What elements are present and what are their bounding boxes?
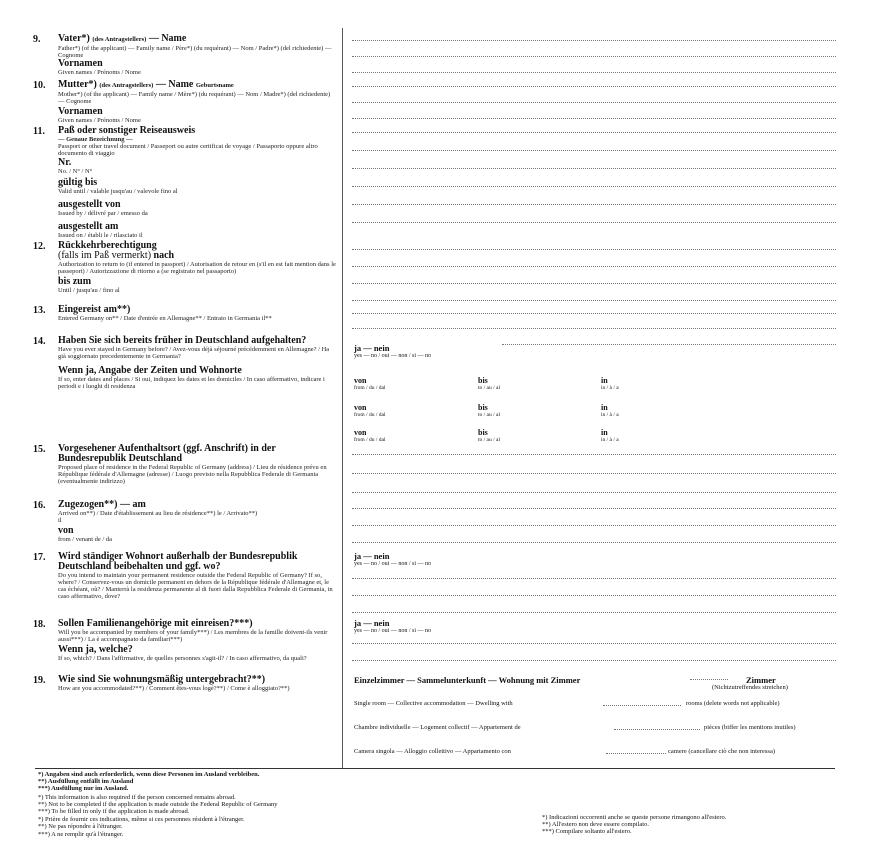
section-title-tail: — Name — [148, 33, 187, 44]
sub-label: Vornamen — [58, 106, 103, 117]
footnote-de-2: **) Ausfüllung entfällt im Ausland — [38, 778, 134, 786]
sub-translation: Given names / Prénoms / Nome — [58, 69, 141, 76]
section-title-note: (des Antragstellers) — [99, 82, 154, 89]
answer-line[interactable] — [352, 492, 836, 493]
place-field[interactable] — [601, 428, 619, 443]
answer-line[interactable] — [352, 508, 836, 509]
yes-no-translation: yes — no / oui — non / si — no — [354, 561, 432, 567]
footnotes-italian — [542, 814, 726, 836]
answer-line[interactable] — [352, 643, 836, 644]
from-field[interactable] — [354, 428, 385, 443]
section-title: Vater*) — [58, 33, 90, 44]
sub-translation: If so, enter dates and places / Si oui, indiquez les dates et les domiciles / In caso affermativo, indicare i periodi e i luoghi di residenza — [58, 376, 325, 390]
answer-line[interactable] — [352, 40, 836, 41]
section-number: 15. — [33, 444, 46, 455]
section-translation: How are you accommodated?**) / Comment êtes-vous logé?**) / Come è alloggiato?**) — [58, 685, 290, 692]
from-field[interactable] — [354, 376, 385, 391]
valid-until-translation: Valid until / valable jusqu'au / valevole fino al — [58, 188, 178, 195]
sub-translation: If so, which? / Dans l'affirmative, de quelles personnes s'agit-il? / In caso affermativo, da quali? — [58, 655, 307, 662]
to-label: bis — [478, 403, 488, 412]
from-translation: from / du / dal — [354, 385, 386, 391]
from-label: von — [354, 403, 367, 412]
from-label: von — [354, 376, 367, 385]
section-translation: Entered Germany on** / Date d'entrée en Allemagne** / Entrato in Germania il** — [58, 315, 272, 322]
rooms-field-it[interactable] — [606, 753, 666, 754]
answer-lines — [352, 313, 836, 329]
accommodation-fr-tail: pièces (biffer les mentions inutiles) — [704, 724, 796, 731]
footnote-de-1: *) Angaben sind auch erforderlich, wenn diese Personen im Ausland verbleiben. — [38, 771, 260, 778]
rooms-field-fr[interactable] — [614, 729, 700, 730]
accommodation-en-tail: rooms (delete words not applicable) — [686, 700, 780, 707]
section-translation: Will you be accompanied by members of your family***) / Les membres de la famille doivent-ils venir aussi***) / La è accompagnato da familiari***) — [58, 629, 328, 643]
section-number: 9. — [33, 34, 41, 45]
to-label: bis — [478, 428, 488, 437]
footnote-it-1: *) Indicazioni occorrenti anche se queste persone rimangono all'estero. — [542, 814, 727, 821]
section-number: 11. — [33, 126, 45, 137]
section-title-note: (des Antragstellers) — [92, 36, 147, 43]
yes-no-label: ja — nein — [354, 343, 390, 353]
place-field[interactable] — [601, 403, 619, 418]
answer-line[interactable] — [352, 168, 836, 169]
section-translation: Have you ever stayed in Germany before? / Avez-vous déjà séjourné précédemment en Allemagne? / Ha già soggiornato precedentemente in Germania? — [58, 346, 330, 360]
accommodation-fr: Chambre individuelle — Logement collectif — Appartement de — [354, 724, 521, 731]
answer-lines — [352, 40, 836, 73]
section-title-note-2: Geburtsname — [195, 82, 234, 89]
rooms-count-field[interactable] — [690, 679, 728, 680]
to-label: bis — [478, 376, 488, 385]
footnote-en-1: *) This information is also required if the person concerned remains abroad. — [38, 793, 236, 801]
answer-line[interactable] — [352, 86, 836, 87]
sub-translation: Given names / Prénoms / Nome — [58, 117, 141, 124]
to-field[interactable] — [478, 376, 500, 391]
answer-line[interactable] — [352, 328, 836, 329]
section-translation: Mother*) (of the applicant) — Family name / Mère*) (du requérant) — Nom / Madre*) (del richiedente) — Cognome — [58, 91, 331, 105]
until-label: bis zum — [58, 276, 92, 287]
section-translation: Arrived on**) / Date d'établissement au lieu de résidence**) le / Arrivato**) il — [58, 510, 258, 524]
answer-line[interactable] — [352, 595, 836, 596]
column-divider — [342, 28, 343, 768]
answer-lines — [352, 344, 836, 345]
answer-line[interactable] — [352, 186, 836, 187]
section-title: Sollen Familienangehörige mit einreisen?***) — [58, 618, 253, 629]
yes-no-choice[interactable] — [354, 344, 431, 360]
issued-on-label: ausgestellt am — [58, 221, 119, 232]
answer-line[interactable] — [352, 56, 836, 57]
rooms-label: Zimmer — [746, 675, 776, 685]
footnote-en-2: **) Not to be completed if the application is made outside the Federal Republic of Germany — [38, 800, 278, 808]
section-number: 16. — [33, 500, 46, 511]
section-title: Wird ständiger Wohnort außerhalb der Bundesrepublik Deutschland beibehalten und ggf. wo? — [58, 551, 298, 572]
section-title-note: (falls im Paß vermerkt) — [58, 250, 152, 261]
to-translation: to / au / al — [478, 412, 500, 418]
from-translation: from / du / dal — [354, 412, 386, 418]
answer-line[interactable] — [352, 204, 836, 205]
footnote-en-3: ***) To be filled in only if the application is made abroad. — [38, 808, 190, 816]
answer-line[interactable] — [352, 313, 836, 314]
answer-lines — [352, 86, 836, 119]
until-translation: Until / jusqu'au / fino al — [58, 287, 120, 294]
section-translation: Father*) (of the applicant) — Family name / Père*) (du requérant) — Nom / Padre*) (del richiedente) — Cognome — [58, 45, 332, 59]
yes-no-choice[interactable] — [354, 552, 431, 568]
section-translation: Proposed place of residence in the Federal Republic of Germany (address) / Lieu de résidence prévu en République fédérale d'Allemagne (adresse) / Luogo previsto nella Repubblica Federale di Germania (eventualmente indirizzo) — [58, 464, 327, 485]
to-field[interactable] — [478, 403, 500, 418]
accommodation-header: Einzelzimmer — Sammelunterkunft — Wohnung mit Zimmer — [354, 675, 581, 685]
footnote-it-3: ***) Compilare soltanto all'estero. — [542, 828, 632, 836]
footnote-divider — [35, 768, 835, 769]
sub-label: Vornamen — [58, 58, 103, 69]
footnotes-german — [38, 771, 278, 838]
answer-line[interactable] — [352, 660, 836, 661]
valid-until-label: gültig bis — [58, 177, 98, 188]
sub-translation: from / venant de / da — [58, 536, 112, 543]
section-title: Zugezogen**) — am — [58, 499, 146, 510]
answer-line[interactable] — [352, 249, 836, 250]
sub-label: Wenn ja, Angabe der Zeiten und Wohnorte — [58, 365, 242, 376]
answer-line[interactable] — [352, 266, 836, 267]
footnote-it-2: **) All'estero non deve essere compilato. — [542, 821, 649, 829]
place-translation: in / à / a — [601, 437, 619, 443]
sub-label: von — [58, 525, 74, 536]
to-field[interactable] — [478, 428, 500, 443]
section-title: Haben Sie sich bereits früher in Deutschland aufgehalten? — [58, 335, 307, 346]
section-title: Mutter*) — [58, 79, 97, 90]
answer-lines — [352, 249, 836, 301]
from-translation: from / du / dal — [354, 437, 386, 443]
sub-label: Wenn ja, welche? — [58, 644, 133, 655]
answer-line[interactable] — [352, 300, 836, 301]
issued-by-translation: Issued by / délivré par / emesso da — [58, 210, 148, 217]
issued-by-label: ausgestellt von — [58, 199, 121, 210]
accommodation-it-tail: camere (cancellare ciò che non interessa) — [668, 748, 776, 755]
section-title: Eingereist am**) — [58, 304, 131, 315]
answer-lines — [352, 132, 836, 223]
answer-line[interactable] — [352, 118, 836, 119]
answer-line[interactable] — [352, 473, 836, 474]
answer-lines — [352, 454, 836, 493]
answer-line[interactable] — [352, 542, 836, 543]
answer-lines — [352, 578, 836, 613]
section-title: Vorgesehener Aufenthaltsort (ggf. Anschrift) in der Bundesrepublik Deutschland — [58, 443, 276, 464]
answer-line[interactable] — [352, 132, 836, 133]
answer-line[interactable] — [352, 525, 836, 526]
yes-no-label: ja — nein — [354, 618, 390, 628]
footnote-de-3: ***) Ausfüllung nur im Ausland. — [38, 785, 129, 793]
answer-line[interactable] — [352, 102, 836, 103]
section-number: 19. — [33, 675, 46, 686]
section-title: Paß oder sonstiger Reiseausweis — [58, 125, 196, 136]
passport-number-label: Nr. — [58, 157, 72, 168]
section-number: 14. — [33, 336, 46, 347]
yes-no-translation: yes — no / oui — non / si — no — [354, 628, 432, 634]
section-title: Wie sind Sie wohnungsmäßig untergebracht?**) — [58, 674, 266, 685]
footnote-fr-2: **) Ne pas répondre à l'étranger. — [38, 823, 123, 831]
yes-no-translation: yes — no / oui — non / si — no — [354, 353, 432, 359]
rooms-field-en[interactable] — [603, 705, 681, 706]
footnote-fr-3: ***) A ne remplir qu'à l'étranger. — [38, 830, 124, 838]
section-translation: Do you intend to maintain your permanent residence outside the Federal Republic of Germany? If so, where? / Conservez-vous un domicile permanent en dehors de la République fédérale d'Allemagne et, le cas échéant, où? / Manterrà la residenza permanente al di fuori dalla Repubblica Federale di Germania, in caso affermativo, dove? — [58, 572, 333, 600]
section-number: 18. — [33, 619, 46, 630]
section-number: 12. — [33, 241, 46, 252]
section-title: Rückkehrberechtigung — [58, 240, 157, 251]
from-field[interactable] — [354, 403, 385, 418]
answer-lines — [352, 643, 836, 661]
to-translation: to / au / al — [478, 385, 500, 391]
place-label: in — [601, 376, 608, 385]
place-field[interactable] — [601, 376, 619, 391]
place-label: in — [601, 428, 608, 437]
section-number: 13. — [33, 305, 46, 316]
section-title-note: — Genaue Bezeichnung — — [58, 136, 133, 143]
section-title-tail: nach — [153, 250, 175, 261]
place-translation: in / à / a — [601, 385, 619, 391]
answer-line[interactable] — [352, 222, 836, 223]
answer-line[interactable] — [352, 283, 836, 284]
answer-line[interactable] — [352, 578, 836, 579]
yes-no-choice[interactable] — [354, 619, 431, 635]
answer-line[interactable] — [502, 344, 836, 345]
section-translation: Authorization to return to (if entered in passport) / Autorisation de retour en (s'il en est fait mention dans le passeport) / Autorizzazione di ritorno a (se registrato nel passaporto) — [58, 261, 336, 275]
section-title-tail: — Name — [155, 79, 194, 90]
yes-no-label: ja — nein — [354, 551, 390, 561]
delete-note: (Nichtzutreffendes streichen) — [712, 684, 788, 691]
place-translation: in / à / a — [601, 412, 619, 418]
answer-lines — [352, 508, 836, 543]
answer-line[interactable] — [352, 612, 836, 613]
answer-line[interactable] — [352, 454, 836, 455]
section-translation: Passport or other travel document / Passeport ou autre certificat de voyage / Passaporto oppure altro documento di viaggio — [58, 143, 318, 157]
answer-line[interactable] — [352, 72, 836, 73]
from-label: von — [354, 428, 367, 437]
section-number: 10. — [33, 80, 46, 91]
answer-line[interactable] — [352, 150, 836, 151]
section-number: 17. — [33, 552, 46, 563]
to-translation: to / au / al — [478, 437, 500, 443]
accommodation-en: Single room — Collective accommodation — Dwelling with — [354, 700, 513, 707]
footnote-fr-1: *) Prière de fournir ces indications, même si ces personnes résident à l'étranger. — [38, 816, 245, 824]
passport-number-translation: No. / N° / N° — [58, 168, 93, 175]
accommodation-it: Camera singola — Alloggio collettivo — Appartamento con — [354, 748, 511, 755]
place-label: in — [601, 403, 608, 412]
issued-on-translation: Issued on / établi le / rilasciato il — [58, 232, 143, 239]
